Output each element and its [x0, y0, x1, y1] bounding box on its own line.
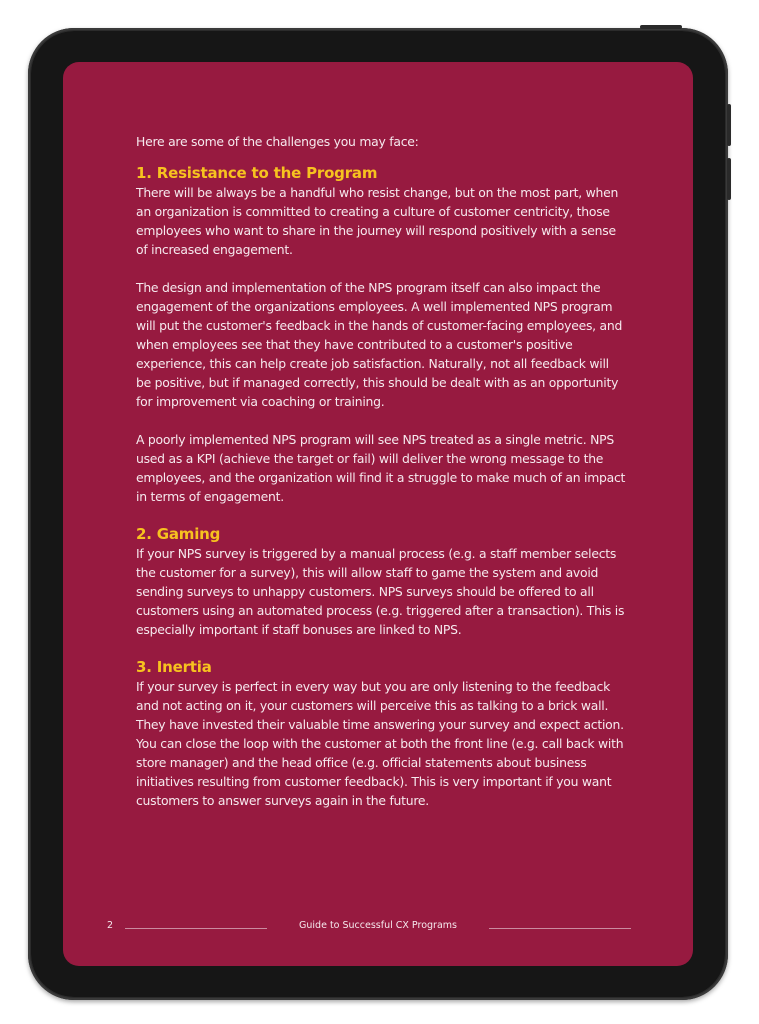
page-footer	[63, 918, 693, 938]
section-paragraph: If your survey is perfect in every way but you are only listening to the feedback and not acting on it, your customers will perceive this as talking to a brick wall. They have invested their valuable time answering your survey and expect action. You can close the loop with the customer at both the front line (e.g. call back with store manager) and the head office (e.g. official statements about business initiatives resulting from customer feedback). This is very important if you want customers to answer surveys again in the future.	[136, 679, 624, 808]
power-button	[640, 25, 682, 29]
section-paragraph: A poorly implemented NPS program will see NPS treated as a single metric. NPS used as a KPI (achieve the target or fail) will deliver the wrong message to the employees, and the organization will find it a struggle to make much of an impact in terms of engagement.	[136, 432, 626, 504]
section-heading-resistance: 1. Resistance to the Program	[136, 164, 378, 182]
section-heading-inertia: 3. Inertia	[136, 658, 212, 676]
volume-down-button	[727, 158, 731, 200]
footer-title: Guide to Successful CX Programs	[299, 920, 457, 931]
volume-up-button	[727, 104, 731, 146]
section-paragraph: The design and implementation of the NPS program itself can also impact the engagement of the organizations employees. A well implemented NPS program will put the customer's feedback in the hands of customer-facing employees, and when employees see that they have contributed to a customer's positive experience, this can help create job satisfaction. Naturally, not all feedback will be positive, but if managed correctly, this should be dealt with as an opportunity for improvement via coaching or training.	[136, 280, 623, 409]
section-paragraph: There will be always be a handful who resist change, but on the most part, when an organization is committed to creating a culture of customer centricity, those employees who want to share in the journey will respond positively with a sense of increased engagement.	[136, 185, 619, 257]
document-page	[63, 62, 693, 966]
page-number: 2	[107, 920, 114, 931]
section-heading-gaming: 2. Gaming	[136, 525, 221, 543]
section-paragraph: If your NPS survey is triggered by a manual process (e.g. a staff member selects the customer for a survey), this will allow staff to game the system and avoid sending surveys to unhappy customers. NPS surveys should be offered to all customers using an automated process (e.g. triggered after a transaction). This is especially important if staff bonuses are linked to NPS.	[136, 546, 625, 637]
intro-text: Here are some of the challenges you may face:	[136, 134, 419, 149]
page-content	[136, 132, 626, 810]
footer-divider-left	[125, 928, 267, 929]
footer-divider-right	[489, 928, 631, 929]
